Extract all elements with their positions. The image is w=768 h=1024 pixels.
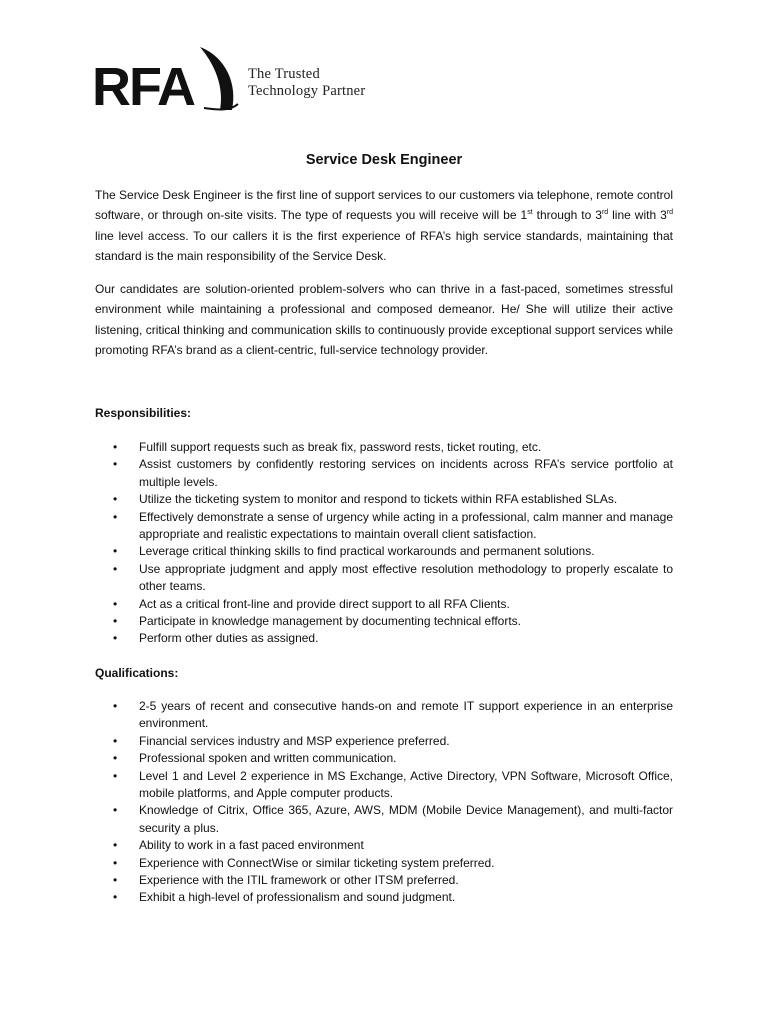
qualifications-heading: Qualifications: xyxy=(95,666,179,680)
bullet-icon: • xyxy=(113,803,118,818)
list-item: • Effectively demonstrate a sense of urgency while acting in a professional, calm manner and manage appropriate and realistic expectations to maintain overall client satisfaction. xyxy=(113,509,673,542)
bullet-icon: • xyxy=(113,873,118,888)
svg-text:RFA: RFA xyxy=(92,57,194,114)
bullet-icon: • xyxy=(113,596,118,611)
bullet-icon: • xyxy=(113,544,118,559)
bullet-icon: • xyxy=(113,561,118,576)
rfa-logo xyxy=(92,44,392,114)
list-item: • Professional spoken and written communication. xyxy=(95,750,673,767)
intro-paragraph-1: The Service Desk Engineer is the first line of support services to our customers via telephone, remote control software, or through on-site visits. The type of requests you will receive will be 1st through to 3rd line with 3rd line level access. To our callers it is the first experience of RFA’s high service standards, maintaining that standard is the main responsibility of the Service Desk. xyxy=(95,188,674,263)
list-item: • Participate in knowledge management by documenting technical efforts. xyxy=(95,613,673,630)
list-item: • Perform other duties as assigned. xyxy=(95,630,673,647)
tagline-line-1: The Trusted xyxy=(248,66,320,82)
list-item: • Level 1 and Level 2 experience in MS Exchange, Active Directory, VPN Software, Microsoft Office, mobile platforms, and Apple computer products. xyxy=(113,768,673,801)
bullet-icon: • xyxy=(113,699,118,713)
list-item: • Fulfill support requests such as break fix, password rests, ticket routing, etc. xyxy=(95,439,673,456)
bullet-icon: • xyxy=(113,457,118,472)
bullet-icon: • xyxy=(113,855,118,870)
list-item: • Knowledge of Citrix, Office 365, Azure, AWS, MDM (Mobile Device Management), and multi-factor security a plus. xyxy=(113,803,673,835)
list-item: • 2-5 years of recent and consecutive hands-on and remote IT support experience in an enterprise environment. xyxy=(113,699,673,731)
bullet-icon: • xyxy=(113,509,118,524)
rfa-logo-mark xyxy=(92,44,242,114)
bullet-icon: • xyxy=(113,838,118,853)
bullet-icon: • xyxy=(113,440,118,454)
list-item: • Use appropriate judgment and apply most effective resolution methodology to properly escalate to other teams. xyxy=(113,561,673,594)
list-item: • Financial services industry and MSP experience preferred. xyxy=(95,733,673,750)
bullet-icon: • xyxy=(113,890,118,905)
intro-paragraph-2: Our candidates are solution-oriented problem-solvers who can thrive in a fast-paced, sometimes stressful environment while maintaining a professional and composed demeanor. He/ She will utilize their active listening, critical thinking and communication skills to continuously provide exceptional support services while promoting RFA’s brand as a client-centric, full-service technology provider. xyxy=(95,282,673,357)
list-item: • Utilize the ticketing system to monitor and respond to tickets within RFA established SLAs. xyxy=(95,491,673,508)
list-item: • Ability to work in a fast paced environment xyxy=(95,837,673,854)
list-item: • Leverage critical thinking skills to find practical workarounds and permanent solutions. xyxy=(95,543,673,560)
logo-tagline xyxy=(248,66,365,100)
bullet-icon: • xyxy=(113,751,118,766)
bullet-icon: • xyxy=(113,492,118,507)
list-item: • Assist customers by confidently restoring services on incidents across RFA’s service portfolio at multiple levels. xyxy=(113,457,673,489)
bullet-icon: • xyxy=(113,631,118,646)
list-item: • Act as a critical front-line and provide direct support to all RFA Clients. xyxy=(95,596,673,613)
responsibilities-list xyxy=(95,439,673,648)
list-item: • Exhibit a high-level of professionalism and sound judgment. xyxy=(95,889,673,906)
qualifications-list xyxy=(95,698,673,907)
bullet-icon: • xyxy=(113,768,118,783)
bullet-icon: • xyxy=(113,614,118,629)
page-title: Service Desk Engineer xyxy=(305,152,463,168)
list-item: • Experience with the ITIL framework or other ITSM preferred. xyxy=(95,872,673,889)
tagline-line-2: Technology Partner xyxy=(248,83,366,99)
responsibilities-heading: Responsibilities: xyxy=(95,406,192,420)
list-item: • Experience with ConnectWise or similar ticketing system preferred. xyxy=(95,855,673,872)
bullet-icon: • xyxy=(113,733,118,748)
